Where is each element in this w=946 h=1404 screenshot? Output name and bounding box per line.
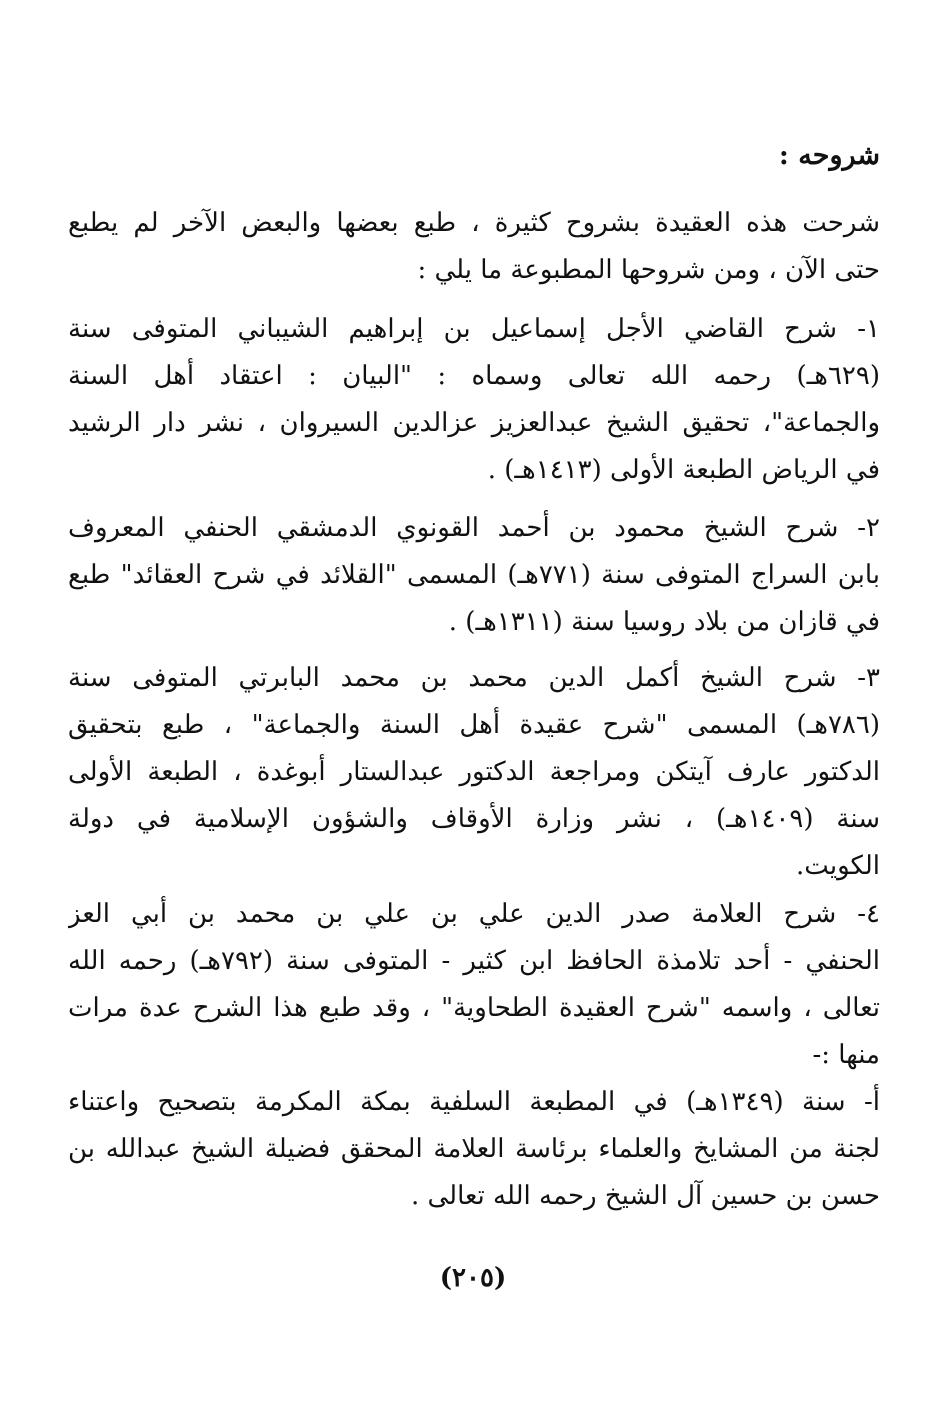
paragraph-line: والجماعة"، تحقيق الشيخ عبدالعزيز عزالدين السيروان ، نشر دار الرشيد	[68, 408, 880, 438]
paragraph-line: في قازان من بلاد روسيا سنة (١٣١١هـ) .	[448, 607, 880, 637]
paragraph-line: حتى الآن ، ومن شروحها المطبوعة ما يلي :	[417, 255, 880, 285]
paragraph-line: حسن بن حسين آل الشيخ رحمه الله تعالى .	[410, 1181, 880, 1211]
commentary-item-3	[68, 655, 880, 890]
paragraph-line: الدكتور عارف آيتكن ومراجعة الدكتور عبدالستار أبوغدة ، الطبعة الأولى	[68, 757, 880, 787]
paragraph-line: ٣- شرح الشيخ أكمل الدين محمد بن محمد البابرتي المتوفى سنة	[68, 663, 880, 693]
paragraph-line: ٤- شرح العلامة صدر الدين علي بن علي بن محمد بن أبي العز	[68, 899, 880, 929]
paragraph-line: الكويت.	[796, 851, 880, 881]
paragraph-line: الحنفي - أحد تلامذة الحافظ ابن كثير - المتوفى سنة (٧٩٢هـ) رحمه الله	[68, 946, 880, 976]
paragraph-line: شرحت هذه العقيدة بشروح كثيرة ، طبع بعضها والبعض الآخر لم يطبع	[68, 208, 880, 238]
commentary-item-4	[68, 891, 880, 1079]
paragraph-line: (٦٢٩هـ) رحمه الله تعالى وسماه : "البيان : اعتقاد أهل السنة	[68, 361, 880, 391]
paragraph-line: (٧٨٦هـ) المسمى "شرح عقيدة أهل السنة والجماعة" ، طبع بتحقيق	[68, 710, 880, 740]
paragraph-line: لجنة من المشايخ والعلماء برئاسة العلامة المحقق فضيلة الشيخ عبدالله بن	[68, 1134, 880, 1164]
commentary-item-1	[68, 306, 880, 494]
paragraph-line: ١- شرح القاضي الأجل إسماعيل بن إبراهيم الشيباني المتوفى سنة	[68, 314, 880, 344]
section-heading: شروحه :	[778, 140, 880, 171]
intro-paragraph	[68, 200, 880, 294]
paragraph-line: في الرياض الطبعة الأولى (١٤١٣هـ) .	[487, 455, 880, 485]
paragraph-line: تعالى ، واسمه "شرح العقيدة الطحاوية" ، وقد طبع هذا الشرح عدة مرات	[68, 993, 880, 1023]
edition-item-a	[68, 1079, 880, 1220]
paragraph-line: أ- سنة (١٣٤٩هـ) في المطبعة السلفية بمكة المكرمة بتصحيح واعتناء	[68, 1087, 880, 1117]
commentary-item-2	[68, 505, 880, 646]
paragraph-line: ٢- شرح الشيخ محمود بن أحمد القونوي الدمشقي الحنفي المعروف	[68, 513, 880, 543]
paragraph-line: سنة (١٤٠٩هـ) ، نشر وزارة الأوقاف والشؤون الإسلامية في دولة	[68, 804, 880, 834]
page-number: (٢٠٥)	[439, 1263, 507, 1293]
paragraph-line: بابن السراج المتوفى سنة (٧٧١هـ) المسمى "القلائد في شرح العقائد" طبع	[68, 560, 880, 590]
paragraph-line: منها :-	[812, 1040, 880, 1070]
